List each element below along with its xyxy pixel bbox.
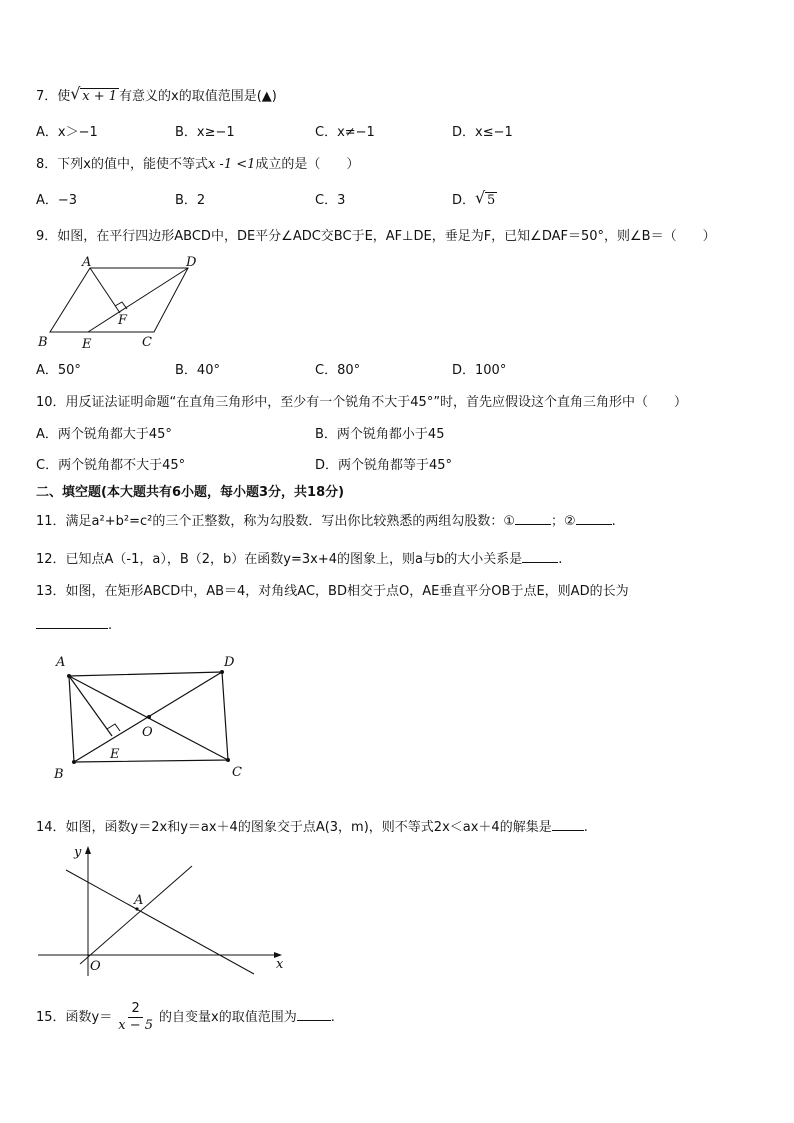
q7-option-d: D．x≤−1: [452, 125, 513, 140]
segment-ae: [69, 676, 112, 736]
point-c: [226, 758, 230, 762]
q9-option-c: C．80°: [315, 363, 361, 378]
q9-option-a: A．50°: [36, 363, 81, 378]
question-9: 9．如图，在平行四边形ABCD中，DE平分∠ADC交BC于E，AF⊥DE，垂足为F，已知∠DAF＝50°，则∠B＝（ ）: [36, 229, 716, 244]
point-b: [72, 760, 76, 764]
label-b: B: [38, 335, 48, 350]
label-d: D: [186, 256, 197, 270]
answer-blank[interactable]: [297, 1000, 331, 1021]
q7-option-b: B．x≥−1: [175, 125, 235, 140]
q8-option-c: C．3: [315, 193, 346, 208]
answer-blank-2[interactable]: [576, 510, 612, 525]
q9-option-d: D．100°: [452, 363, 507, 378]
label-e: E: [110, 747, 120, 762]
section-title: 二、填空题(本大题共有6小题，每小题3分，共18分): [36, 485, 345, 500]
q10-option-d: D．两个锐角都等于45°: [315, 458, 453, 473]
inequality: x -1 <1: [207, 157, 256, 172]
answer-blank[interactable]: [552, 816, 584, 831]
label-b: B: [54, 767, 64, 782]
question-15: 15．函数y＝ $\frac{2}{x - 5}$ 的自变量x的取值范围为 .: [36, 1001, 335, 1033]
question-14: 14．如图，函数y＝2x和y＝ax＋4的图象交于点A(3，m)，则不等式2x＜ax＋4的解集是 .: [36, 816, 588, 837]
label-c: C: [232, 765, 242, 780]
label-o: O: [90, 959, 101, 974]
function-graph: [36, 840, 292, 980]
label-e: E: [82, 337, 92, 352]
q10-option-c: C．两个锐角都不大于45°: [36, 458, 186, 473]
question-10: 10．用反证法证明命题“在直角三角形中，至少有一个锐角不大于45°”时，首先应假设这个直角三角形中（ ）: [36, 395, 688, 410]
parallelogram-figure: [36, 256, 216, 352]
question-12: 12．已知点A（-1，a），B（2，b）在函数y=3x+4的图象上，则a与b的大小关系是 .: [36, 548, 562, 569]
point-a: [67, 674, 71, 678]
label-d: D: [224, 655, 235, 670]
q8-option-d: D． √ 5: [452, 188, 496, 208]
label-c: C: [142, 335, 152, 350]
label-a: A: [134, 893, 144, 908]
sqrt-five: √ 5: [475, 188, 496, 208]
point-d: [220, 670, 224, 674]
label-o: O: [142, 725, 153, 740]
q8-option-b: B．2: [175, 193, 206, 208]
q8-option-a: A．−3: [36, 193, 78, 208]
y-axis-arrow: [85, 846, 91, 854]
label-y: y: [74, 845, 82, 860]
sqrt-expression: √ x + 1: [70, 84, 118, 104]
segment-de: [88, 268, 188, 332]
q7-option-c: C．x≠−1: [315, 125, 375, 140]
answer-blank[interactable]: [36, 614, 108, 629]
q7-text: 有意义的x的取值范围是(▲): [119, 89, 277, 104]
question-13: 13．如图，在矩形ABCD中，AB＝4，对角线AC，BD相交于点O，AE垂直平分OB于点E，则AD的长为: [36, 584, 629, 599]
label-x: x: [276, 957, 284, 972]
fraction: $\frac{2}{x - 5}$: [118, 1001, 154, 1033]
point-o: [147, 715, 151, 719]
answer-blank[interactable]: [522, 548, 558, 563]
q7-option-a: A．x＞−1: [36, 125, 98, 140]
label-f: F: [118, 313, 128, 328]
line-y-2x: [80, 866, 192, 964]
q10-option-a: A．两个锐角都大于45°: [36, 427, 172, 442]
question-11: 11．满足a²+b²=c²的三个正整数，称为勾股数．写出你比较熟悉的两组勾股数：① ；② .: [36, 510, 616, 531]
answer-blank-1[interactable]: [515, 510, 551, 525]
q13-answer-line: .: [36, 614, 112, 635]
q7-prefix: 7．使: [36, 89, 71, 104]
question-7: [36, 84, 277, 106]
question-8: 8．下列x的值中，能使不等式x -1 <1成立的是（ ）: [36, 157, 360, 172]
q10-option-b: B．两个锐角都小于45: [315, 427, 445, 442]
right-angle-mark: [107, 724, 120, 731]
label-a: A: [56, 655, 66, 670]
rectangle-figure: [44, 650, 254, 786]
label-a: A: [82, 256, 92, 270]
q9-option-b: B．40°: [175, 363, 220, 378]
